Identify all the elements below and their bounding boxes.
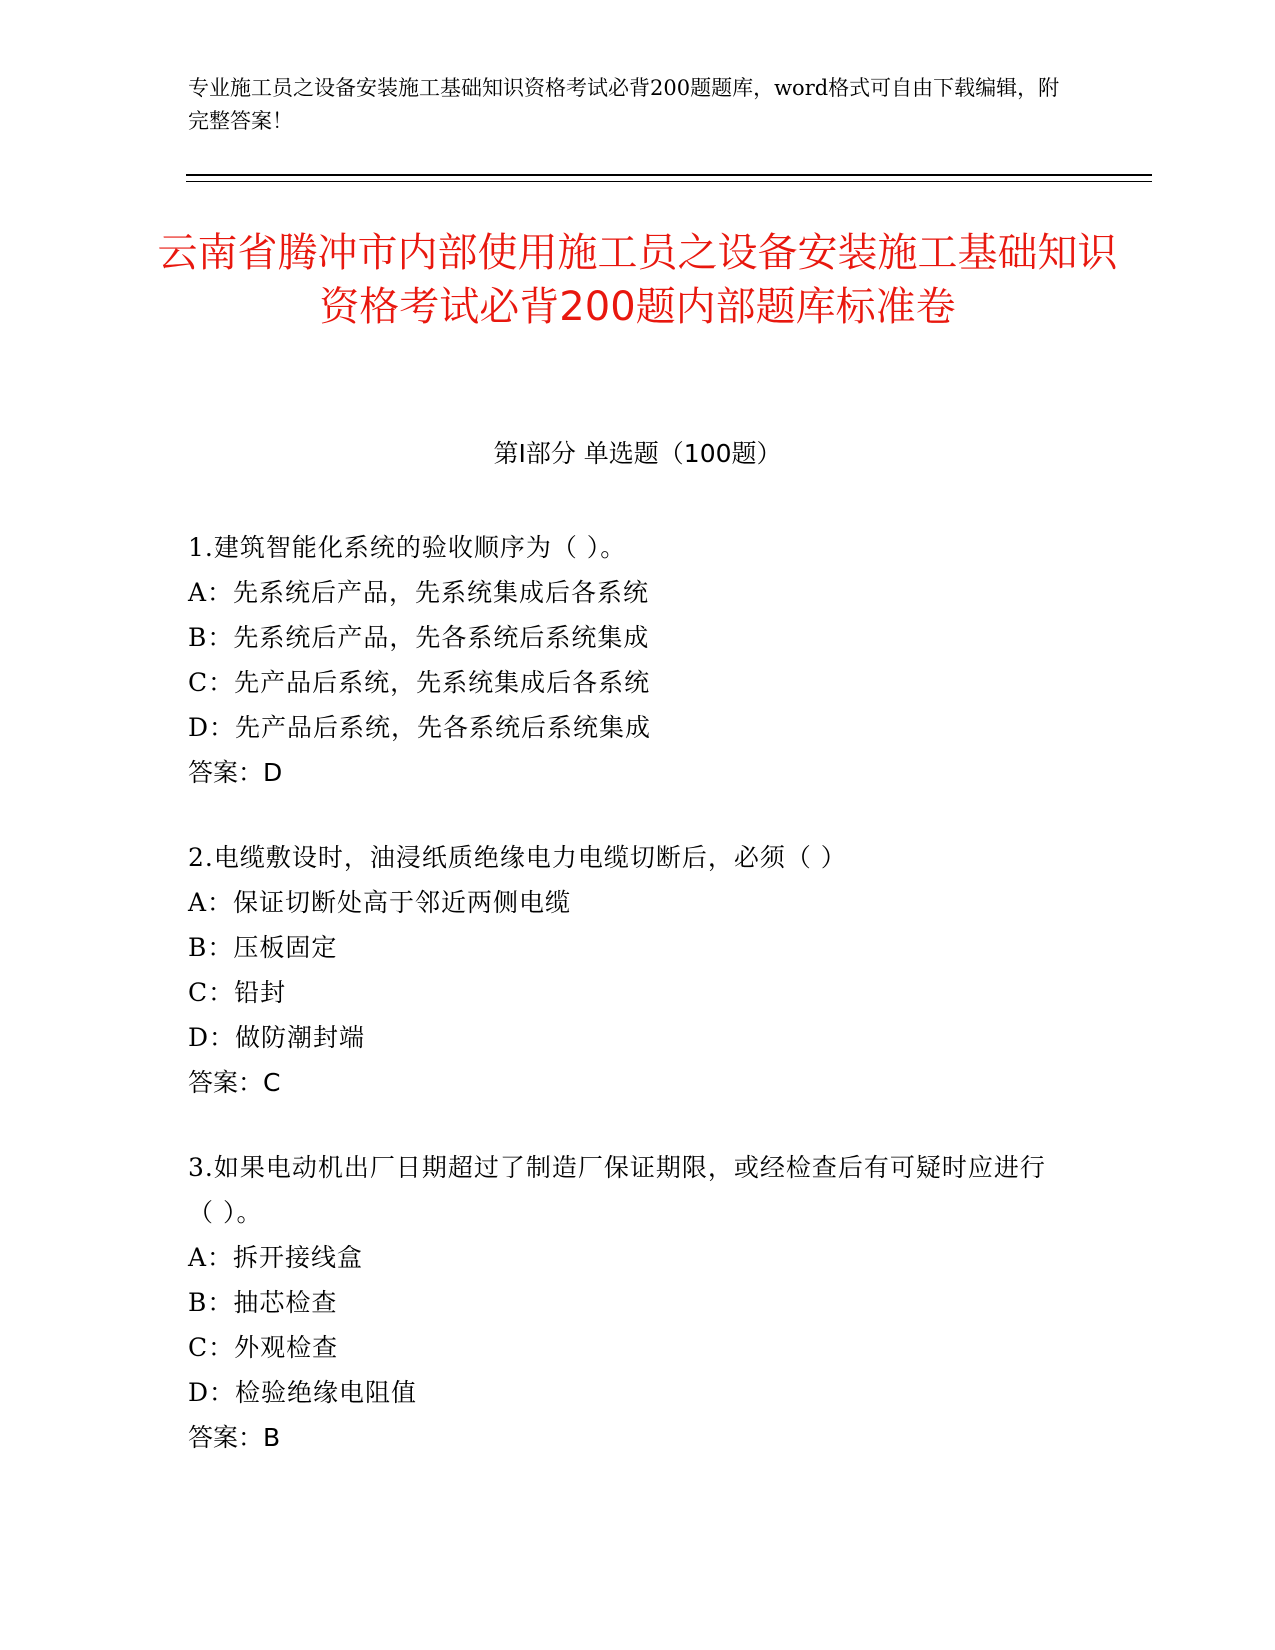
question-1: [188, 525, 1068, 795]
option-c: C：先产品后系统，先系统集成后各系统: [188, 668, 651, 697]
question-list: [188, 525, 1068, 1500]
option-d: D：先产品后系统，先各系统后系统集成: [188, 713, 652, 742]
question-stem: 2.电缆敷设时，油浸纸质绝缘电力电缆切断后，必须（ ）: [188, 843, 847, 872]
option-d: D：检验绝缘电阻值: [188, 1378, 418, 1407]
option-b: B：抽芯检查: [188, 1288, 338, 1317]
header-rule-thick: [186, 174, 1152, 176]
option-a: A：保证切断处高于邻近两侧电缆: [188, 888, 572, 917]
option-a: A：拆开接线盒: [188, 1243, 364, 1272]
question-stem: 1.建筑智能化系统的验收顺序为（ ）。: [188, 533, 627, 562]
option-b: B：先系统后产品，先各系统后系统集成: [188, 623, 650, 652]
option-c: C：外观检查: [188, 1333, 339, 1362]
answer: 答案：C: [188, 1068, 281, 1097]
option-c: C：铅封: [188, 978, 287, 1007]
option-d: D：做防潮封端: [188, 1023, 366, 1052]
document-title: 云南省腾冲市内部使用施工员之设备安装施工基础知识资格考试必背200题内部题库标准卷: [157, 230, 1118, 330]
option-a: A：先系统后产品，先系统集成后各系统: [188, 578, 650, 607]
question-3: [188, 1145, 1068, 1460]
header-rule-thin: [186, 181, 1152, 182]
answer: 答案：B: [188, 1423, 281, 1452]
answer: 答案：D: [188, 758, 283, 787]
header-note: 专业施工员之设备安装施工基础知识资格考试必背200题题库，word格式可自由下载编辑，附完整答案！: [188, 76, 1060, 133]
question-stem: 3.如果电动机出厂日期超过了制造厂保证期限，或经检查后有可疑时应进行（ ）。: [188, 1153, 1046, 1227]
section-heading: 第I部分 单选题（100题）: [493, 439, 782, 468]
question-2: [188, 835, 1068, 1105]
option-b: B：压板固定: [188, 933, 338, 962]
